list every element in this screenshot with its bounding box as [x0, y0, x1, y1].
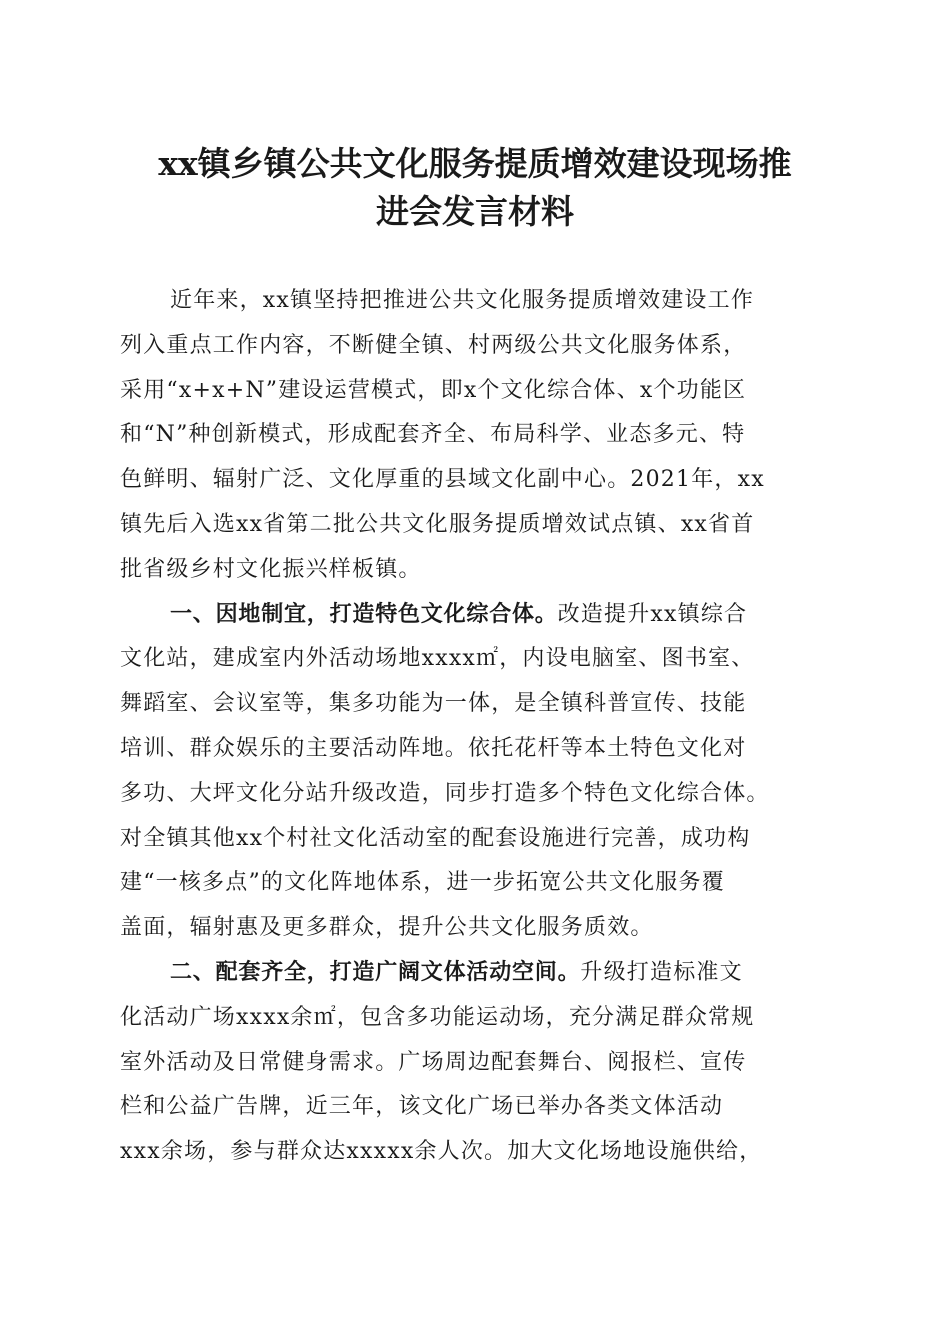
paragraph-line: 色鲜明、辐射广泛、文化厚重的县域文化副中心。2021年，xx: [120, 467, 765, 493]
document-body: [120, 279, 832, 1175]
paragraph-line: [120, 593, 832, 638]
intro-paragraph: [120, 279, 832, 593]
paragraph-line: 培训、群众娱乐的主要活动阵地。依托花杆等本土特色文化对: [120, 735, 747, 761]
section-1-heading: 一、因地制宜，打造特色文化综合体。: [170, 601, 558, 627]
paragraph-line: xxx余场，参与群众达xxxxx余人次。加大文化场地设施供给，: [120, 1139, 763, 1165]
paragraph-line: 文化站，建成室内外活动场地xxxx㎡，内设电脑室、图书室、: [120, 646, 755, 672]
document-title: [100, 140, 850, 236]
paragraph-line: 采用“x+x+N”建设运营模式，即x个文化综合体、x个功能区: [120, 377, 747, 403]
section-1-first-line-text: 改造提升xx镇综合: [557, 601, 748, 627]
paragraph-line: 列入重点工作内容，不断健全镇、村两级公共文化服务体系，: [120, 332, 747, 358]
title-line-1: xx镇乡镇公共文化服务提质增效建设现场推: [158, 144, 792, 183]
section-1-paragraph: [120, 593, 832, 951]
paragraph-line: [120, 951, 832, 996]
paragraph-line: 镇先后入选xx省第二批公共文化服务提质增效试点镇、xx省首: [120, 511, 755, 537]
paragraph-line: 对全镇其他xx个村社文化活动室的配套设施进行完善，成功构: [120, 825, 751, 851]
section-2-heading: 二、配套齐全，打造广阔文体活动空间。: [170, 959, 581, 985]
section-2-paragraph: [120, 951, 832, 1175]
paragraph-line: 多功、大坪文化分站升级改造，同步打造多个特色文化综合体。: [120, 780, 770, 806]
paragraph-line: 建“一核多点”的文化阵地体系，进一步拓宽公共文化服务覆: [120, 870, 725, 896]
paragraph-line: 和“N”种创新模式，形成配套齐全、布局科学、业态多元、特: [120, 422, 746, 448]
paragraph-line: 近年来，xx镇坚持把推进公共文化服务提质增效建设工作: [170, 288, 755, 313]
title-line-2: 进会发言材料: [376, 192, 574, 231]
paragraph-line: 舞蹈室、会议室等，集多功能为一体，是全镇科普宣传、技能: [120, 691, 747, 717]
paragraph-line: 室外活动及日常健身需求。广场周边配套舞台、阅报栏、宣传: [120, 1049, 747, 1075]
paragraph-line: 栏和公益广告牌，近三年，该文化广场已举办各类文体活动: [120, 1094, 724, 1120]
paragraph-line: 批省级乡村文化振兴样板镇。: [120, 556, 422, 582]
paragraph-line: 盖面，辐射惠及更多群众，提升公共文化服务质效。: [120, 915, 654, 941]
paragraph-line: 化活动广场xxxx余㎡，包含多功能运动场，充分满足群众常规: [120, 1004, 755, 1030]
section-2-first-line-text: 升级打造标准文: [580, 959, 743, 985]
